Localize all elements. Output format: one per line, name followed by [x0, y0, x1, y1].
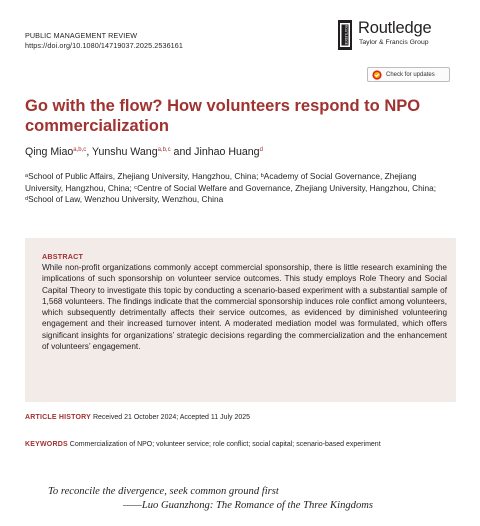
crossmark-icon — [372, 70, 382, 80]
publisher-group: Taylor & Francis Group — [359, 39, 429, 46]
author-name[interactable]: Jinhao Huang — [194, 146, 260, 158]
routledge-book-icon — [338, 20, 352, 50]
affiliations: ᵃSchool of Public Affairs, Zhejiang University, Hangzhou, China; ᵇAcademy of Social Governance, Zhejiang University, Hangzhou, China; ᶜCentre of Social Welfare and Governance, Zhejiang University, Hangzhou, China; ᵈSchool of Law, Wenzhou University, Wenzhou, China — [25, 171, 437, 205]
author-conjunction: and — [170, 146, 195, 158]
doi-link[interactable]: https://doi.org/10.1080/14719037.2025.2536161 — [25, 40, 183, 50]
abstract-text: While non-profit organizations commonly accept commercial sponsorship, there is little research examining the implications of such sponsorship on volunteer service outcomes. This study employs Role Theory and Social Capital Theory to investigate this topic by conducting a scenario-based experiment with a substantial sample of 1,568 volunteers. The findings indicate that the commercial sponsorship induces role conflict among volunteers, which subsequently detrimentally affects their service outcomes, as evidenced by diminished volunteering engagement and their increased turnover intent. A moderated mediation model was formulated, which offers significant insights for organizations’ strategic decisions regarding the commercialization and the enhancement of volunteers’ engagement. — [42, 263, 447, 352]
epigraph-source: ——Luo Guanzhong: The Romance of the Three Kingdoms — [123, 500, 374, 511]
author-name[interactable]: Qing Miao — [25, 146, 74, 158]
author-name[interactable]: Yunshu Wang — [92, 146, 158, 158]
author-separator: , — [86, 146, 93, 158]
abstract-box — [25, 238, 456, 402]
keywords-label: KEYWORDS — [25, 441, 68, 448]
publisher-logo[interactable] — [338, 18, 458, 56]
journal-name: PUBLIC MANAGEMENT REVIEW — [25, 31, 138, 40]
keywords — [25, 440, 455, 449]
article-history-label: ARTICLE HISTORY — [25, 414, 92, 421]
author-affiliation-marker: a,b,c — [157, 147, 171, 153]
epigraph-quote: To reconcile the divergence, seek common ground first — [48, 486, 279, 497]
article-history — [25, 413, 250, 422]
abstract-heading: ABSTRACT — [42, 252, 84, 261]
keywords-text: Commercialization of NPO; volunteer service; role conflict; social capital; scenario-based experiment — [69, 441, 381, 448]
author-list — [25, 146, 263, 159]
check-for-updates-button[interactable] — [367, 67, 450, 82]
author-affiliation-marker: d — [259, 147, 263, 153]
publisher-name: Routledge — [358, 19, 432, 37]
journal-header — [25, 31, 183, 50]
article-title: Go with the flow? How volunteers respond to NPO commercialization — [25, 97, 421, 135]
author-affiliation-marker: a,b,c — [73, 147, 87, 153]
svg-text:ROUTLEDGE: ROUTLEDGE — [344, 25, 348, 45]
article-history-dates: Received 21 October 2024; Accepted 11 July 2025 — [92, 414, 251, 421]
check-for-updates-label: Check for updates — [386, 72, 435, 78]
